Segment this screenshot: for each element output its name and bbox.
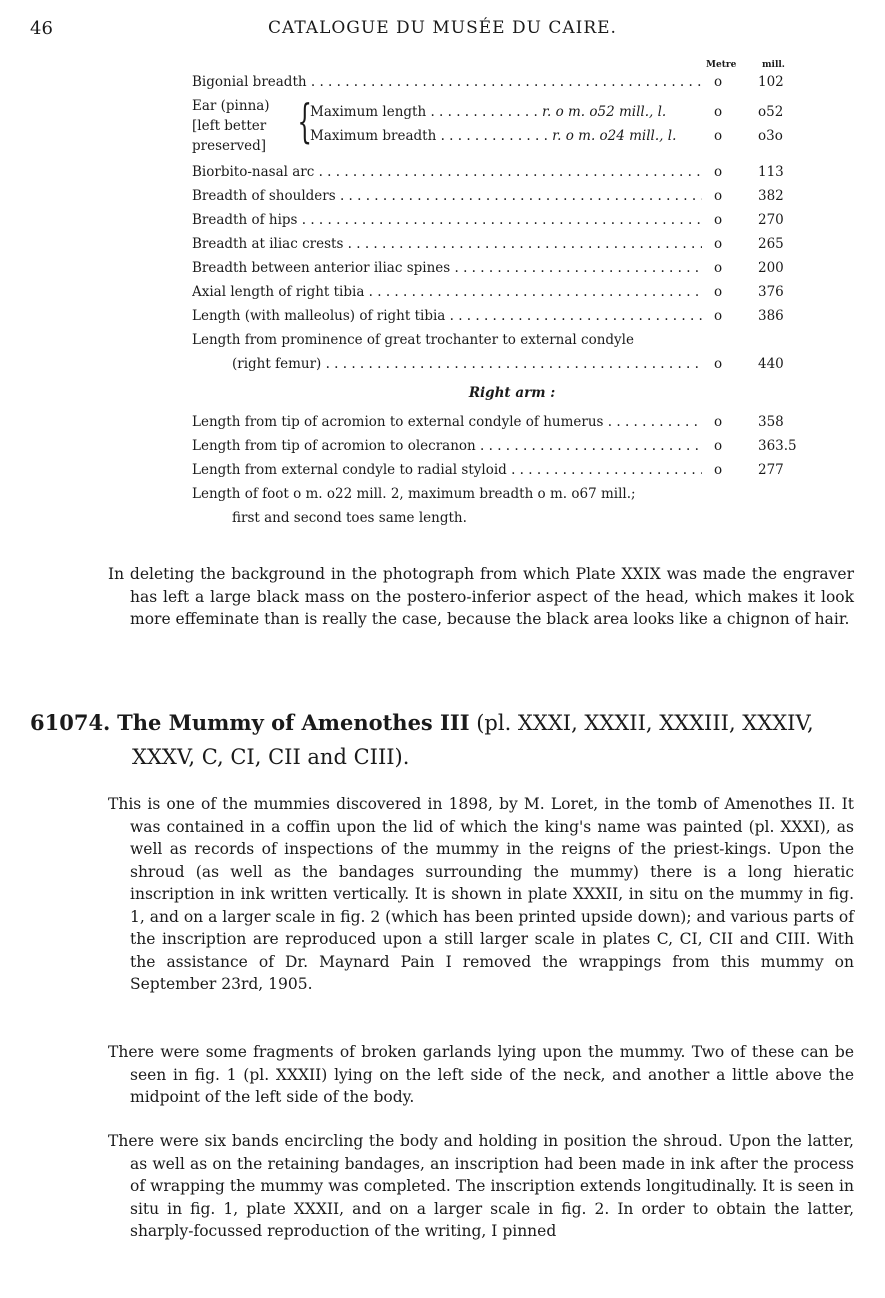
- ear-row-mill: o52: [758, 104, 784, 120]
- right-arm-heading: Right arm :: [468, 385, 556, 401]
- measurement-mill: 265: [758, 236, 784, 252]
- measurement-mill: 376: [758, 284, 784, 300]
- ear-label-line: preserved]: [192, 138, 266, 154]
- ear-label-line: [left better: [192, 118, 267, 134]
- ear-row-note: r. o m. o52 mill., l.: [542, 104, 667, 120]
- measurement-label: Length from tip of acromion to external condyle of humerus . . .: [192, 410, 702, 434]
- measurement-label: Length from prominence of great trochanter to external condyle: [192, 332, 634, 348]
- measurement-mill: 277: [758, 462, 784, 478]
- measurement-row: [192, 160, 832, 184]
- paragraph-background-note: In deleting the background in the photograph from which Plate XXIX was made the engraver has left a large black mass on the postero-inferior aspect of the head, which makes it look more effeminate than is really the case, because the black area looks like a chignon of hair.: [108, 565, 854, 628]
- measurement-label: Length from external condyle to radial styloid . . .: [192, 458, 702, 482]
- foot-measurement-line1: [192, 482, 832, 506]
- measurement-row: [192, 280, 832, 304]
- brace-glyph: {: [297, 94, 312, 148]
- measurement-label: Length from tip of acromion to olecranon . . .: [192, 434, 702, 458]
- measurement-label: Bigonial breadth . . .: [192, 70, 702, 94]
- measurements-table: [192, 70, 832, 530]
- entry-plates: (pl. XXXI, XXXII, XXXIII, XXXIV, XXXV, C, CI, CII and CIII).: [132, 711, 814, 769]
- measurement-label: Breadth at iliac crests . . .: [192, 232, 702, 256]
- ear-row-breadth: [310, 124, 783, 148]
- measurement-row: [192, 232, 832, 256]
- ear-label: [192, 96, 292, 156]
- measurement-row: [192, 434, 832, 458]
- measurement-mill: 386: [758, 308, 784, 324]
- measurement-metre: o: [714, 164, 723, 180]
- foot-measurement-line2: [192, 506, 832, 530]
- measurement-label: Breadth between anterior iliac spines . . .: [192, 256, 702, 280]
- paragraph-discovery: This is one of the mummies discovered in 1898, by M. Loret, in the tomb of Amenothes II. It was contained in a coffin upon the lid of which the king's name was painted (pl. XXXI), as well as records of inspections of the mummy in the reigns of the priest-kings. Upon the shroud (as well as the bandages surrounding the mummy) there is a long hieratic inscription in ink written vertically. It is shown in plate XXXII, in situ on the mummy in fig. 1, and on a larger scale in fig. 2 (which has been printed upside down); and various parts of the inscription are reproduced upon a still larger scale in plates C, CI, CII and CIII. With the assistance of Dr. Maynard Pain I removed the wrappings from this mummy on September 23rd, 1905.: [108, 795, 854, 993]
- ear-row-label: Maximum breadth . . .: [310, 128, 548, 144]
- measurement-metre: o: [714, 438, 723, 454]
- column-header-metre: Metre: [706, 60, 737, 70]
- measurement-label: (right femur) . . .: [232, 352, 702, 376]
- measurement-row: [192, 304, 832, 328]
- measurement-mill: 102: [758, 74, 784, 90]
- measurement-label: Axial length of right tibia . . .: [192, 280, 702, 304]
- measurement-row: [192, 70, 832, 94]
- measurement-mill: 382: [758, 188, 784, 204]
- measurement-metre: o: [714, 74, 723, 90]
- foot-text: first and second toes same length.: [232, 510, 467, 526]
- measurement-mill: 363.5: [758, 438, 797, 454]
- paragraph-garlands: There were some fragments of broken garlands lying upon the mummy. Two of these can be seen in fig. 1 (pl. XXXII) lying on the left side of the neck, and another a little above the midpoint of the left side of the body.: [108, 1043, 854, 1106]
- measurement-metre: o: [714, 260, 723, 276]
- measurement-metre: o: [714, 188, 723, 204]
- ear-label-line: Ear (pinna): [192, 98, 270, 114]
- measurement-row-femur: [192, 352, 832, 376]
- measurement-metre: o: [714, 414, 723, 430]
- measurement-label: Length (with malleolus) of right tibia . . .: [192, 304, 702, 328]
- column-header-mill: mill.: [762, 60, 785, 70]
- ear-row-mill: o3o: [758, 128, 783, 144]
- measurement-label: Biorbito-nasal arc . . .: [192, 160, 702, 184]
- measurement-row: [192, 208, 832, 232]
- measurement-row: [192, 256, 832, 280]
- measurement-label: Breadth of hips . . .: [192, 208, 702, 232]
- measurement-metre: o: [714, 356, 723, 372]
- measurement-metre: o: [714, 462, 723, 478]
- measurement-metre: o: [714, 284, 723, 300]
- measurement-metre: o: [714, 236, 723, 252]
- ear-row-label: Maximum length . . .: [310, 104, 538, 120]
- measurement-row: [192, 184, 832, 208]
- measurement-mill: 200: [758, 260, 784, 276]
- measurement-mill: 440: [758, 356, 784, 372]
- measurement-mill: 270: [758, 212, 784, 228]
- ear-row-metre: o: [714, 128, 723, 144]
- ear-row-length: [310, 100, 784, 124]
- measurement-row-femur-line1: [192, 328, 832, 352]
- measurement-label: Breadth of shoulders . . .: [192, 184, 702, 208]
- ear-row-note: r. o m. o24 mill., l.: [552, 128, 677, 144]
- measurement-metre: o: [714, 212, 723, 228]
- page-number: 46: [30, 18, 53, 39]
- entry-heading: [30, 706, 860, 774]
- measurement-row: [192, 458, 832, 482]
- ear-row-metre: o: [714, 104, 723, 120]
- ear-measurements: [192, 94, 832, 160]
- foot-text: Length of foot o m. o22 mill. 2, maximum breadth o m. o67 mill.;: [192, 486, 636, 502]
- measurement-mill: 113: [758, 164, 784, 180]
- measurement-row: [192, 410, 832, 434]
- entry-title: The Mummy of Amenothes III: [117, 710, 470, 735]
- measurement-mill: 358: [758, 414, 784, 430]
- measurement-metre: o: [714, 308, 723, 324]
- running-title: CATALOGUE DU MUSÉE DU CAIRE.: [268, 18, 617, 38]
- paragraph-bands: There were six bands encircling the body and holding in position the shroud. Upon the latter, as well as on the retaining bandages, an inscription had been made in ink after the process of wrapping the mummy was completed. The inscription extends longitudinally. It is seen in situ in fig. 1, plate XXXII, and on a larger scale in fig. 2. In order to obtain the latter, sharply-focussed reproduction of the writing, I pinned: [108, 1132, 854, 1240]
- entry-number: 61074.: [30, 710, 111, 735]
